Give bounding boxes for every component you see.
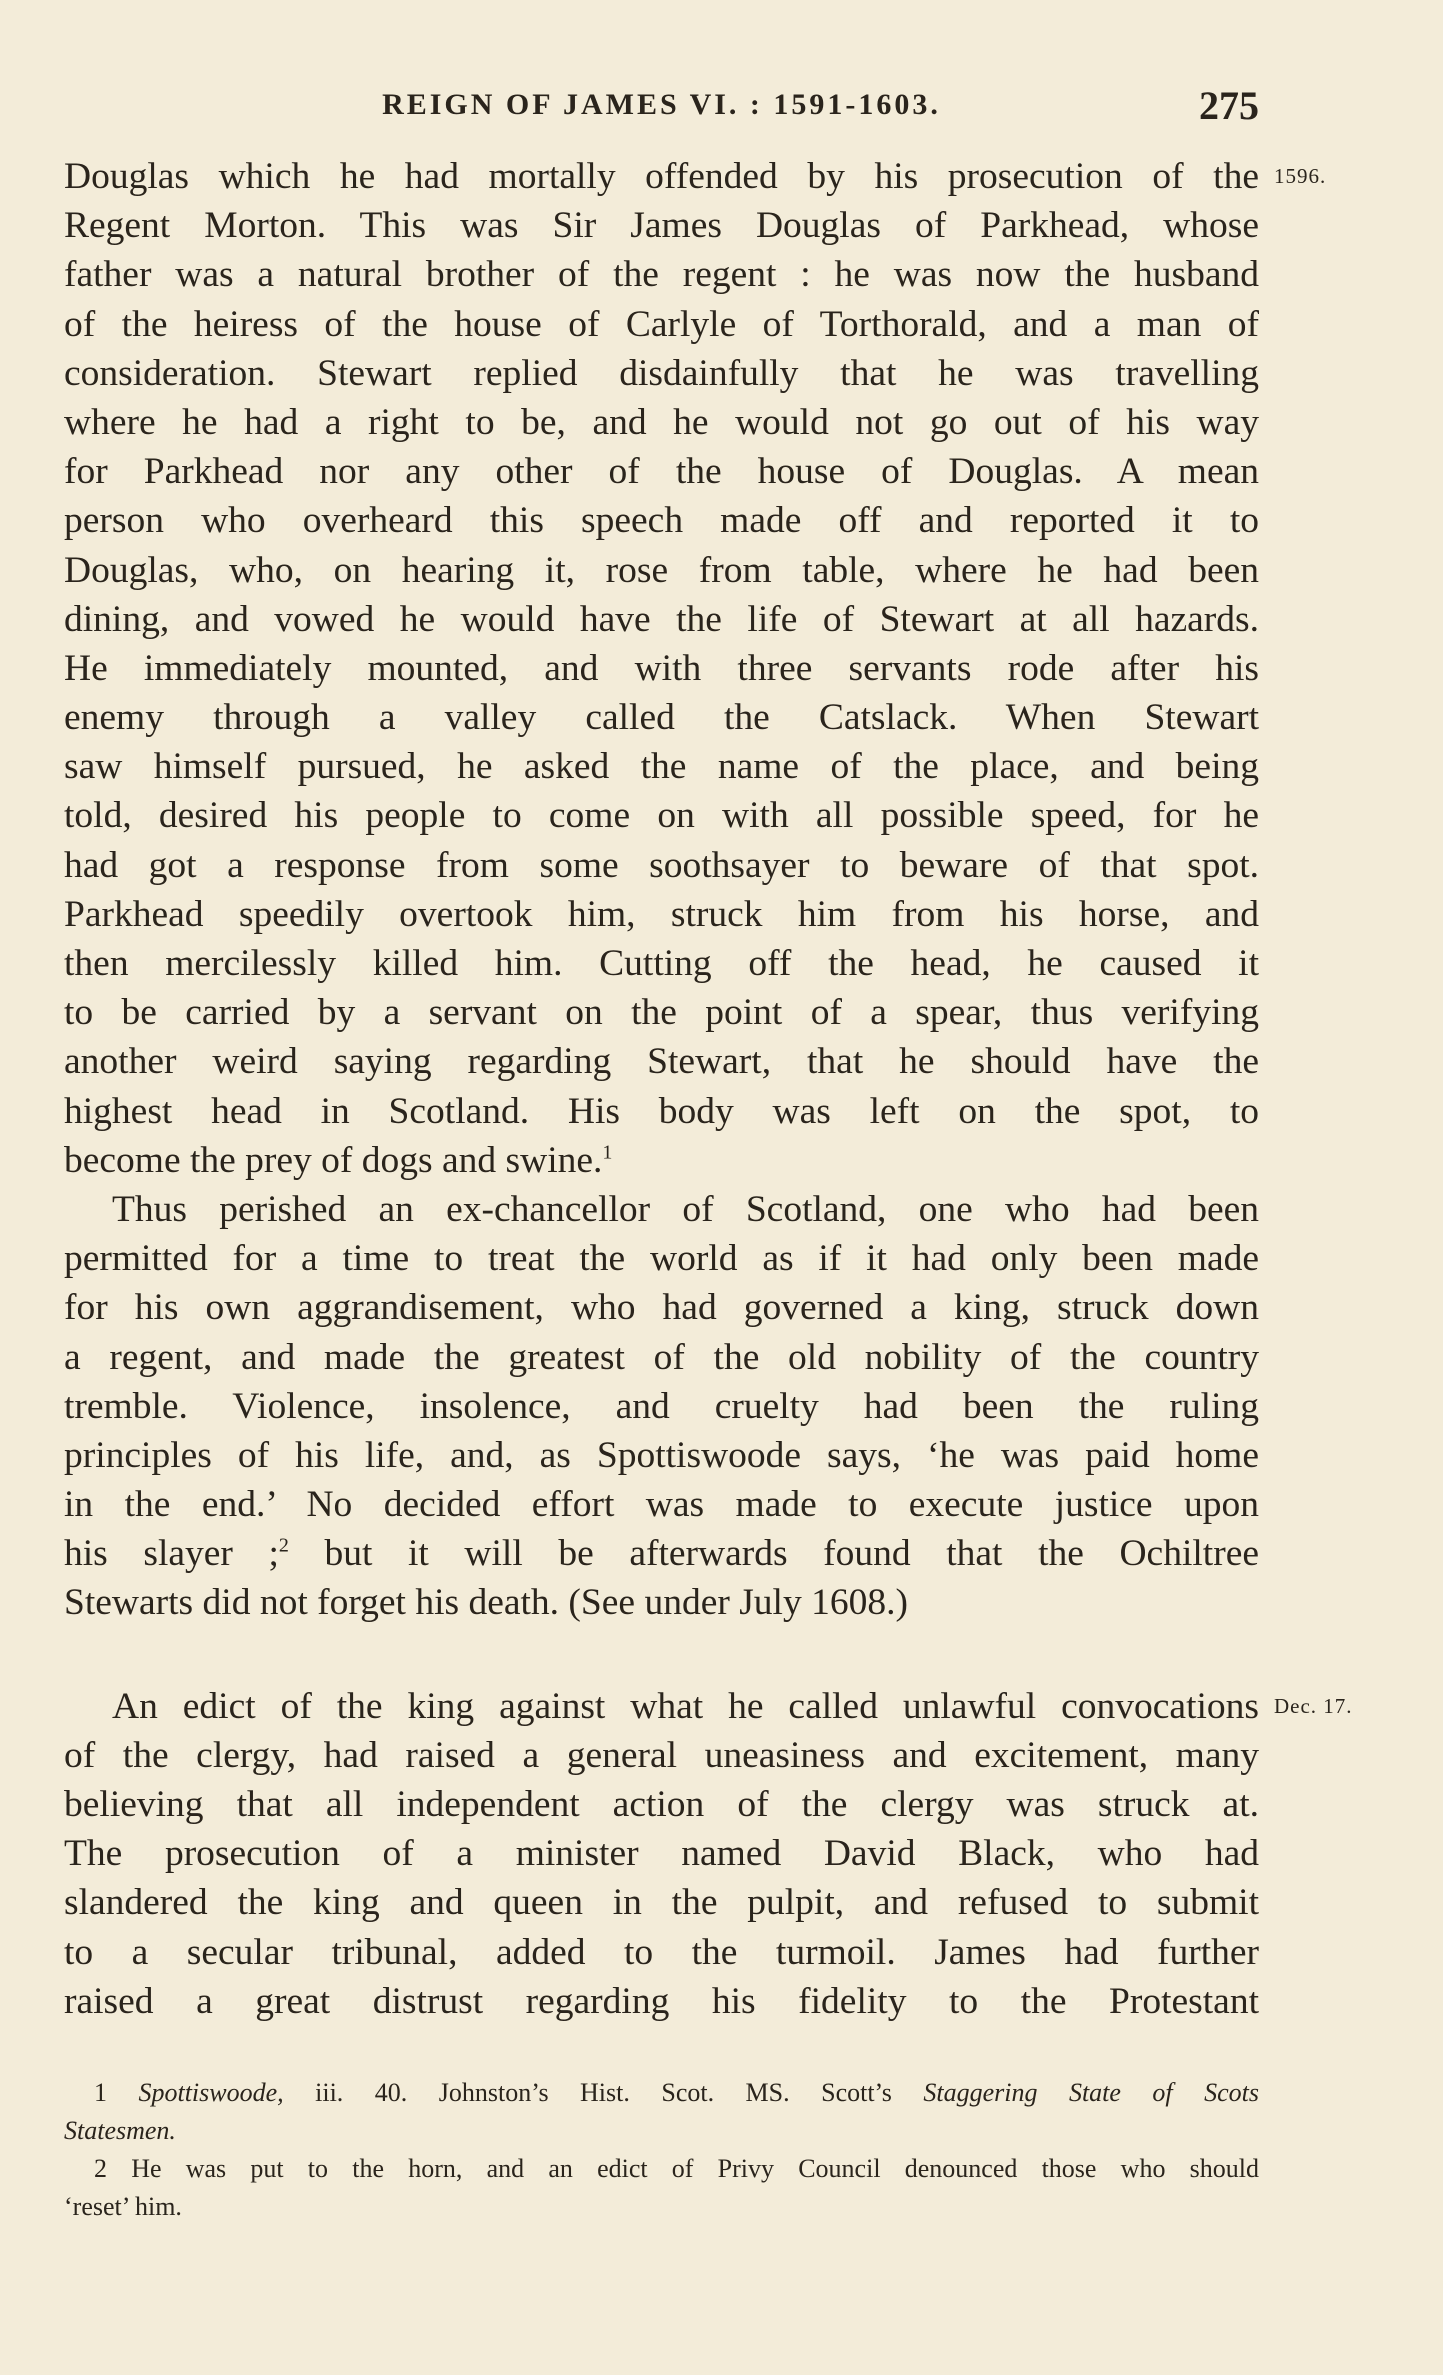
- text-line: dining, and vowed he would have the life of Stewart at all hazards.: [64, 598, 1259, 640]
- text-line: then mercilessly killed him. Cutting off the head, he caused it: [64, 943, 1259, 984]
- text-line: Regent Morton. This was Sir James Douglas of Parkhead, whose: [64, 205, 1259, 247]
- text-line: raised a great distrust regarding his fidelity to the Protestant: [64, 1980, 1259, 2022]
- text-line: Douglas, who, on hearing it, rose from table, where he had been: [64, 549, 1259, 591]
- text-line: enemy through a valley called the Catslack. When Stewart: [64, 697, 1259, 739]
- text-line: become the prey of dogs and swine.$^1$: [64, 1139, 613, 1181]
- text-line: his slayer ;$^2$ but it will be afterwards found that the Ochiltree: [64, 1533, 1259, 1575]
- text-line: slandered the king and queen in the pulpit, and refused to submit: [64, 1882, 1259, 1924]
- footnote-1: 1 Spottiswoode, iii. 40. Johnston’s Hist. Scot. MS. Scott’s Staggering State of Scots: [94, 2078, 1260, 2107]
- text-line: principles of his life, and, as Spottiswoode says, ‘he was paid home: [64, 1434, 1259, 1476]
- text-line: The prosecution of a minister named David Black, who had: [64, 1833, 1259, 1875]
- text-line: of the heiress of the house of Carlyle of Torthorald, and a man of: [64, 303, 1259, 345]
- text-line: a regent, and made the greatest of the old nobility of the country: [64, 1336, 1259, 1378]
- text-line: permitted for a time to treat the world as if it had only been made: [64, 1238, 1259, 1280]
- footnote-2: 2 He was put to the horn, and an edict of Privy Council denounced those who should: [94, 2154, 1259, 2183]
- text-line: tremble. Violence, insolence, and cruelty had been the ruling: [64, 1385, 1259, 1427]
- text-line: believing that all independent action of the clergy was struck at.: [64, 1784, 1259, 1825]
- footnotes: [64, 2074, 1259, 2226]
- text-line: Stewarts did not forget his death. (See under July 1608.): [64, 1582, 908, 1624]
- footnote-ref: 1: [602, 1141, 613, 1164]
- text-line: of the clergy, had raised a general uneasiness and excitement, many: [64, 1734, 1259, 1776]
- text-line: to a secular tribunal, added to the turmoil. James had further: [64, 1931, 1259, 1973]
- text-line: Douglas which he had mortally offended by his prosecution of the 1596.: [64, 152, 1259, 201]
- page-number: 275: [1199, 83, 1259, 128]
- text-line: consideration. Stewart replied disdainfully that he was travelling: [64, 352, 1259, 394]
- main-text: [64, 152, 1353, 2026]
- footnote-1-cont: Statesmen.: [64, 2116, 176, 2145]
- margin-note-year: 1596.: [1274, 164, 1327, 188]
- footnote-2-cont: ‘reset’ him.: [64, 2192, 182, 2221]
- text-line: Parkhead speedily overtook him, struck him from his horse, and: [64, 893, 1259, 935]
- text-line: for his own aggrandisement, who had governed a king, struck down: [64, 1287, 1259, 1329]
- text-line: told, desired his people to come on with all possible speed, for he: [64, 795, 1259, 837]
- text-line: Thus perished an ex-chancellor of Scotland, one who had been: [112, 1188, 1259, 1230]
- text-line: in the end.’ No decided effort was made to execute justice upon: [64, 1484, 1259, 1526]
- margin-note-date: Dec. 17.: [1274, 1693, 1353, 1718]
- text-line: for Parkhead nor any other of the house of Douglas. A mean: [64, 451, 1259, 493]
- running-header: [64, 82, 1259, 132]
- footnote-ref: 2: [278, 1534, 289, 1557]
- text-line: had got a response from some soothsayer to beware of that spot.: [64, 844, 1259, 886]
- text-line: where he had a right to be, and he would not go out of his way: [64, 401, 1259, 443]
- text-line: An edict of the king against what he called unlawful convocations Dec. 17.: [64, 1682, 1259, 1731]
- text-line: person who overheard this speech made off and reported it to: [64, 500, 1259, 542]
- text-line: to be carried by a servant on the point of a spear, thus verifying: [64, 992, 1259, 1034]
- running-title: REIGN OF JAMES VI. : 1591-1603.: [382, 88, 941, 121]
- text-line: saw himself pursued, he asked the name of the place, and being: [64, 746, 1259, 788]
- text-line: He immediately mounted, and with three servants rode after his: [64, 647, 1259, 689]
- text-line: highest head in Scotland. His body was left on the spot, to: [64, 1090, 1259, 1132]
- text-line: another weird saying regarding Stewart, that he should have the: [64, 1041, 1259, 1083]
- text-line: father was a natural brother of the regent : he was now the husband: [64, 254, 1259, 296]
